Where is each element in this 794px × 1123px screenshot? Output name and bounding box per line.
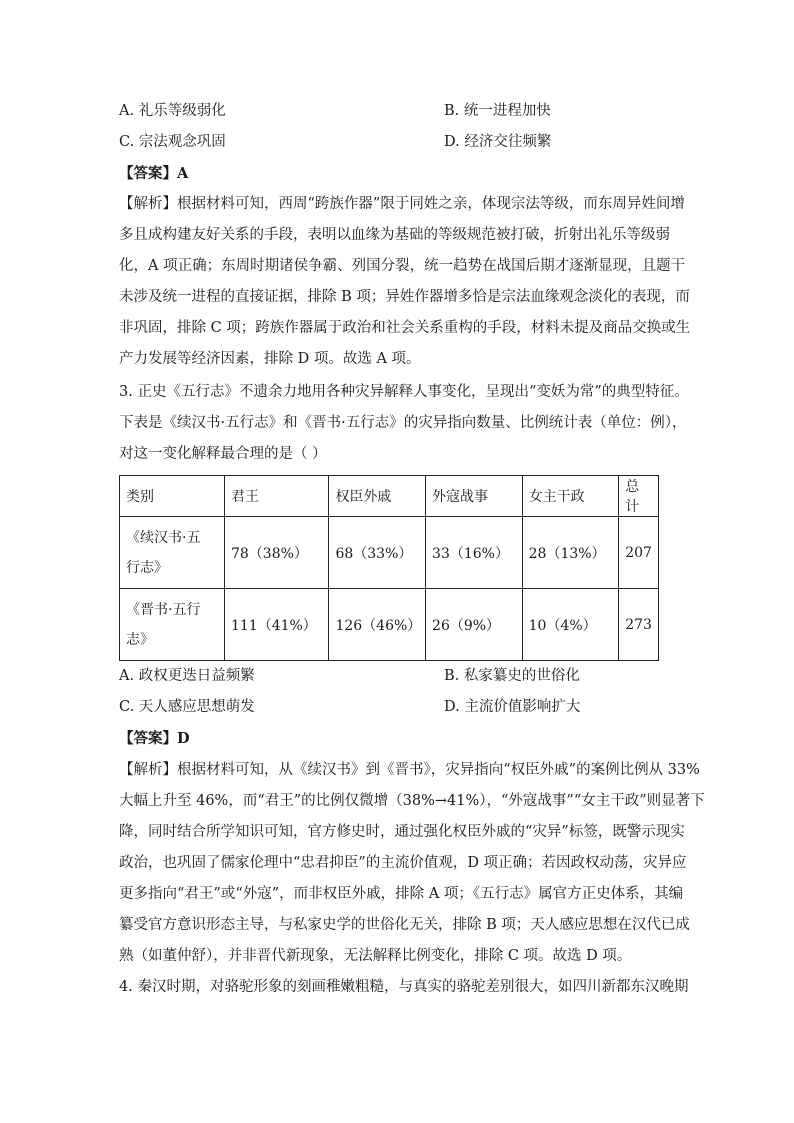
table-cell: 111（41%） xyxy=(224,589,328,661)
table-row-name-line: 行志》 xyxy=(126,559,168,576)
table-cell: 78（38%） xyxy=(224,517,328,589)
q2-analysis-line: 【解析】根据材料可知，西周“跨族作器”限于同姓之亲，体现宗法等级，而东周异姓间增 xyxy=(119,196,685,212)
table-header-cell: 君王 xyxy=(224,476,328,517)
table-cell: 273 xyxy=(619,589,659,661)
table-row-name-line: 《晋书·五行 xyxy=(126,601,201,618)
q3-answer: 【答案】D xyxy=(119,730,190,747)
table-header-row xyxy=(120,476,659,517)
q2-option-b[interactable]: B. 统一进程加快 xyxy=(444,103,551,119)
q3-analysis-line: 政治，也巩固了儒家伦理中“忠君抑臣”的主流价值观，D 项正确；若因政权动荡，灾异应 xyxy=(119,855,687,871)
q3-analysis-line: 大幅上升至 46%，而“君王”的比例仅微增（38%→41%），“外寇战事”“女主干政”则显著下 xyxy=(119,793,705,809)
q3-option-b[interactable]: B. 私家纂史的世俗化 xyxy=(444,668,580,684)
table-row-name-line: 志》 xyxy=(126,631,154,648)
q3-analysis-line: 降，同时结合所学知识可知，官方修史时，通过强化权臣外戚的“灾异”标签，既警示现实 xyxy=(119,824,685,840)
table-header-cell: 总计 xyxy=(619,476,659,517)
table-row-name-line: 《续汉书·五 xyxy=(126,529,201,546)
q2-analysis-line: 产力发展等经济因素，排除 D 项。故选 A 项。 xyxy=(119,351,421,367)
q3-stem-line: 下表是《续汉书·五行志》和《晋书·五行志》的灾异指向数量、比例统计表（单位：例）， xyxy=(119,415,687,431)
q3-stem-line: 对这一变化解释最合理的是（ ） xyxy=(119,446,327,462)
table-row-name xyxy=(120,517,225,589)
q3-analysis-line: 熟（如董仲舒），并非晋代新现象，无法解释比例变化，排除 C 项。故选 D 项。 xyxy=(119,948,632,964)
table-header-cell: 权臣外戚 xyxy=(329,476,426,517)
q2-analysis-line: 未涉及统一进程的直接证据，排除 B 项；异姓作器增多恰是宗法血缘观念淡化的表现，而 xyxy=(119,289,690,305)
q2-analysis-line: 化，A 项正确；东周时期诸侯争霸、列国分裂，统一趋势在战国后期才逐渐显现，且题干 xyxy=(119,258,686,274)
table-header-cell: 女主干政 xyxy=(522,476,619,517)
q3-option-d[interactable]: D. 主流价值影响扩大 xyxy=(444,699,581,715)
q3-stem-line: 3. 正史《五行志》不遗余力地用各种灾异解释人事变化，呈现出“变妖为常”的典型特征。 xyxy=(119,384,689,400)
table-cell: 10（4%） xyxy=(522,589,619,661)
q3-analysis-line: 更多指向“君王”或“外寇”，而非权臣外戚，排除 A 项；《五行志》属官方正史体系，其编 xyxy=(119,886,684,902)
q3-option-a[interactable]: A. 政权更迭日益频繁 xyxy=(119,668,255,684)
q2-analysis-line: 非巩固，排除 C 项；跨族作器属于政治和社会关系重构的手段，材料未提及商品交换或生 xyxy=(119,320,691,336)
table-cell: 26（9%） xyxy=(426,589,523,661)
q3-analysis-line: 【解析】根据材料可知，从《续汉书》到《晋书》，灾异指向“权臣外戚”的案例比例从 33% xyxy=(119,762,700,778)
q2-analysis-line: 多且成构建友好关系的手段，表明以血缘为基础的等级规范被打破，折射出礼乐等级弱 xyxy=(119,227,670,243)
table-cell: 207 xyxy=(619,517,659,589)
q2-option-d[interactable]: D. 经济交往频繁 xyxy=(444,134,552,150)
table-header-cell: 外寇战事 xyxy=(426,476,523,517)
table-cell: 68（33%） xyxy=(329,517,426,589)
table-cell: 33（16%） xyxy=(426,517,523,589)
q2-answer: 【答案】A xyxy=(119,165,189,182)
table-row-name xyxy=(120,589,225,661)
q4-stem: 4. 秦汉时期，对骆驼形象的刻画稚嫩粗糙，与真实的骆驼差别很大，如四川新都东汉晚期 xyxy=(119,979,689,995)
statistics-table xyxy=(119,475,659,661)
q3-analysis-line: 纂受官方意识形态主导，与私家史学的世俗化无关，排除 B 项；天人感应思想在汉代已成 xyxy=(119,917,690,933)
table-header-cell: 类别 xyxy=(120,476,225,517)
table-row xyxy=(120,589,659,661)
q2-option-c[interactable]: C. 宗法观念巩固 xyxy=(119,134,226,150)
table-row xyxy=(120,517,659,589)
q2-option-a[interactable]: A. 礼乐等级弱化 xyxy=(119,103,226,119)
q3-option-c[interactable]: C. 天人感应思想萌发 xyxy=(119,699,255,715)
table-cell: 28（13%） xyxy=(522,517,619,589)
table-cell: 126（46%） xyxy=(329,589,426,661)
